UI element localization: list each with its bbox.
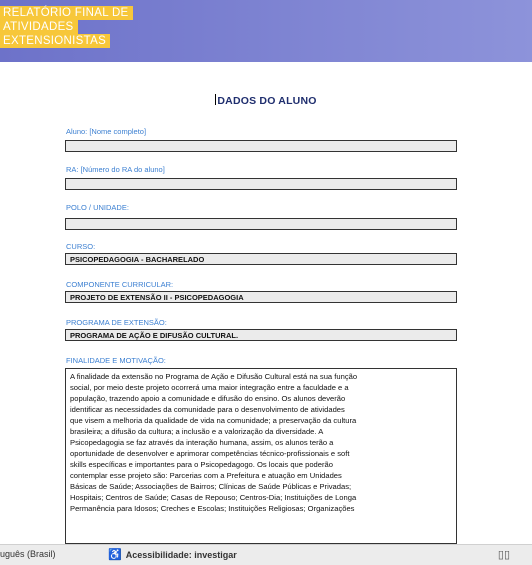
polo-label: POLO / UNIDADE: (66, 203, 129, 212)
purpose-text-box[interactable] (65, 368, 457, 544)
purpose-line: identificar as necessidades da comunidade para o desenvolvimento de atividades (70, 405, 345, 414)
purpose-line: social, por meio deste projeto ocorrerá uma maior integração entre a faculdade e a (70, 383, 349, 392)
ra-field[interactable] (65, 178, 457, 190)
course-label: CURSO: (66, 242, 96, 251)
extension-program-label: PROGRAMA DE EXTENSÃO: (66, 318, 167, 327)
purpose-line: Permanência para Idosos; Creches e Escolas; Instituições Religiosas; Organizações (70, 504, 355, 513)
status-bar (0, 544, 532, 565)
curricular-component-label: COMPONENTE CURRICULAR: (66, 280, 174, 289)
curricular-component-field[interactable]: PROJETO DE EXTENSÃO II - PSICOPEDAGOGIA (65, 291, 457, 303)
purpose-line: que visem a melhoria da qualidade de vida na comunidade; a preservação da cultura (70, 416, 357, 425)
report-title (0, 6, 148, 48)
purpose-line: A finalidade da extensão no Programa de Ação e Difusão Cultural está na sua função (70, 372, 358, 381)
language-indicator[interactable]: uguês (Brasil) (0, 549, 56, 559)
accessibility-icon: ♿ (108, 549, 122, 561)
document-page[interactable] (0, 62, 532, 544)
extension-program-field[interactable]: PROGRAMA DE AÇÃO E DIFUSÃO CULTURAL. (65, 329, 457, 341)
purpose-label: FINALIDADE E MOTIVAÇÃO: (66, 356, 166, 365)
document-header-banner (0, 0, 532, 62)
section-title: DADOS DO ALUNO (217, 95, 317, 107)
purpose-line: contemplar esse projeto são: Parcerias com a Prefeitura e atuação em Unidades (70, 471, 342, 480)
purpose-line: Psicopedagogia se faz através da interação humana, assim, os alunos terão a (70, 438, 334, 447)
accessibility-status[interactable] (108, 548, 237, 561)
purpose-line: skills específicas e importantes para o Psicopedagogo. Os locais que poderão (70, 460, 333, 469)
polo-field[interactable] (65, 218, 457, 230)
purpose-line: Básicas de Saúde; Associações de Bairros; Clínicas de Saúde Públicas e Privadas; (70, 482, 352, 491)
read-mode-icon[interactable]: ▯▯ (497, 549, 510, 561)
purpose-line: Hospitais; Centros de Saúde; Casas de Repouso; Centros-Dia; Instituições de Longa (70, 493, 357, 502)
purpose-line: oportunidade de desenvolver e aprimorar competências técnico-profissionais e soft (70, 449, 350, 458)
student-name-field[interactable] (65, 140, 457, 152)
course-field[interactable]: PSICOPEDAGOGIA - BACHARELADO (65, 253, 457, 265)
purpose-line: brasileira; a difusão da cultura; a inclusão e a valorização da diversidade. A (70, 427, 324, 436)
report-title-line-1: RELATÓRIO FINAL DE (0, 6, 133, 20)
purpose-line: população, trazendo apoio a comunidade e difusão do ensino. Os alunos deverão (70, 394, 346, 403)
accessibility-label: Acessibilidade: investigar (125, 549, 237, 560)
ra-label: RA: [Número do RA do aluno] (66, 165, 165, 174)
report-title-line-2: ATIVIDADES (0, 20, 78, 34)
student-name-label: Aluno: [Nome completo] (66, 127, 147, 136)
report-title-line-3: EXTENSIONISTAS (0, 34, 110, 48)
